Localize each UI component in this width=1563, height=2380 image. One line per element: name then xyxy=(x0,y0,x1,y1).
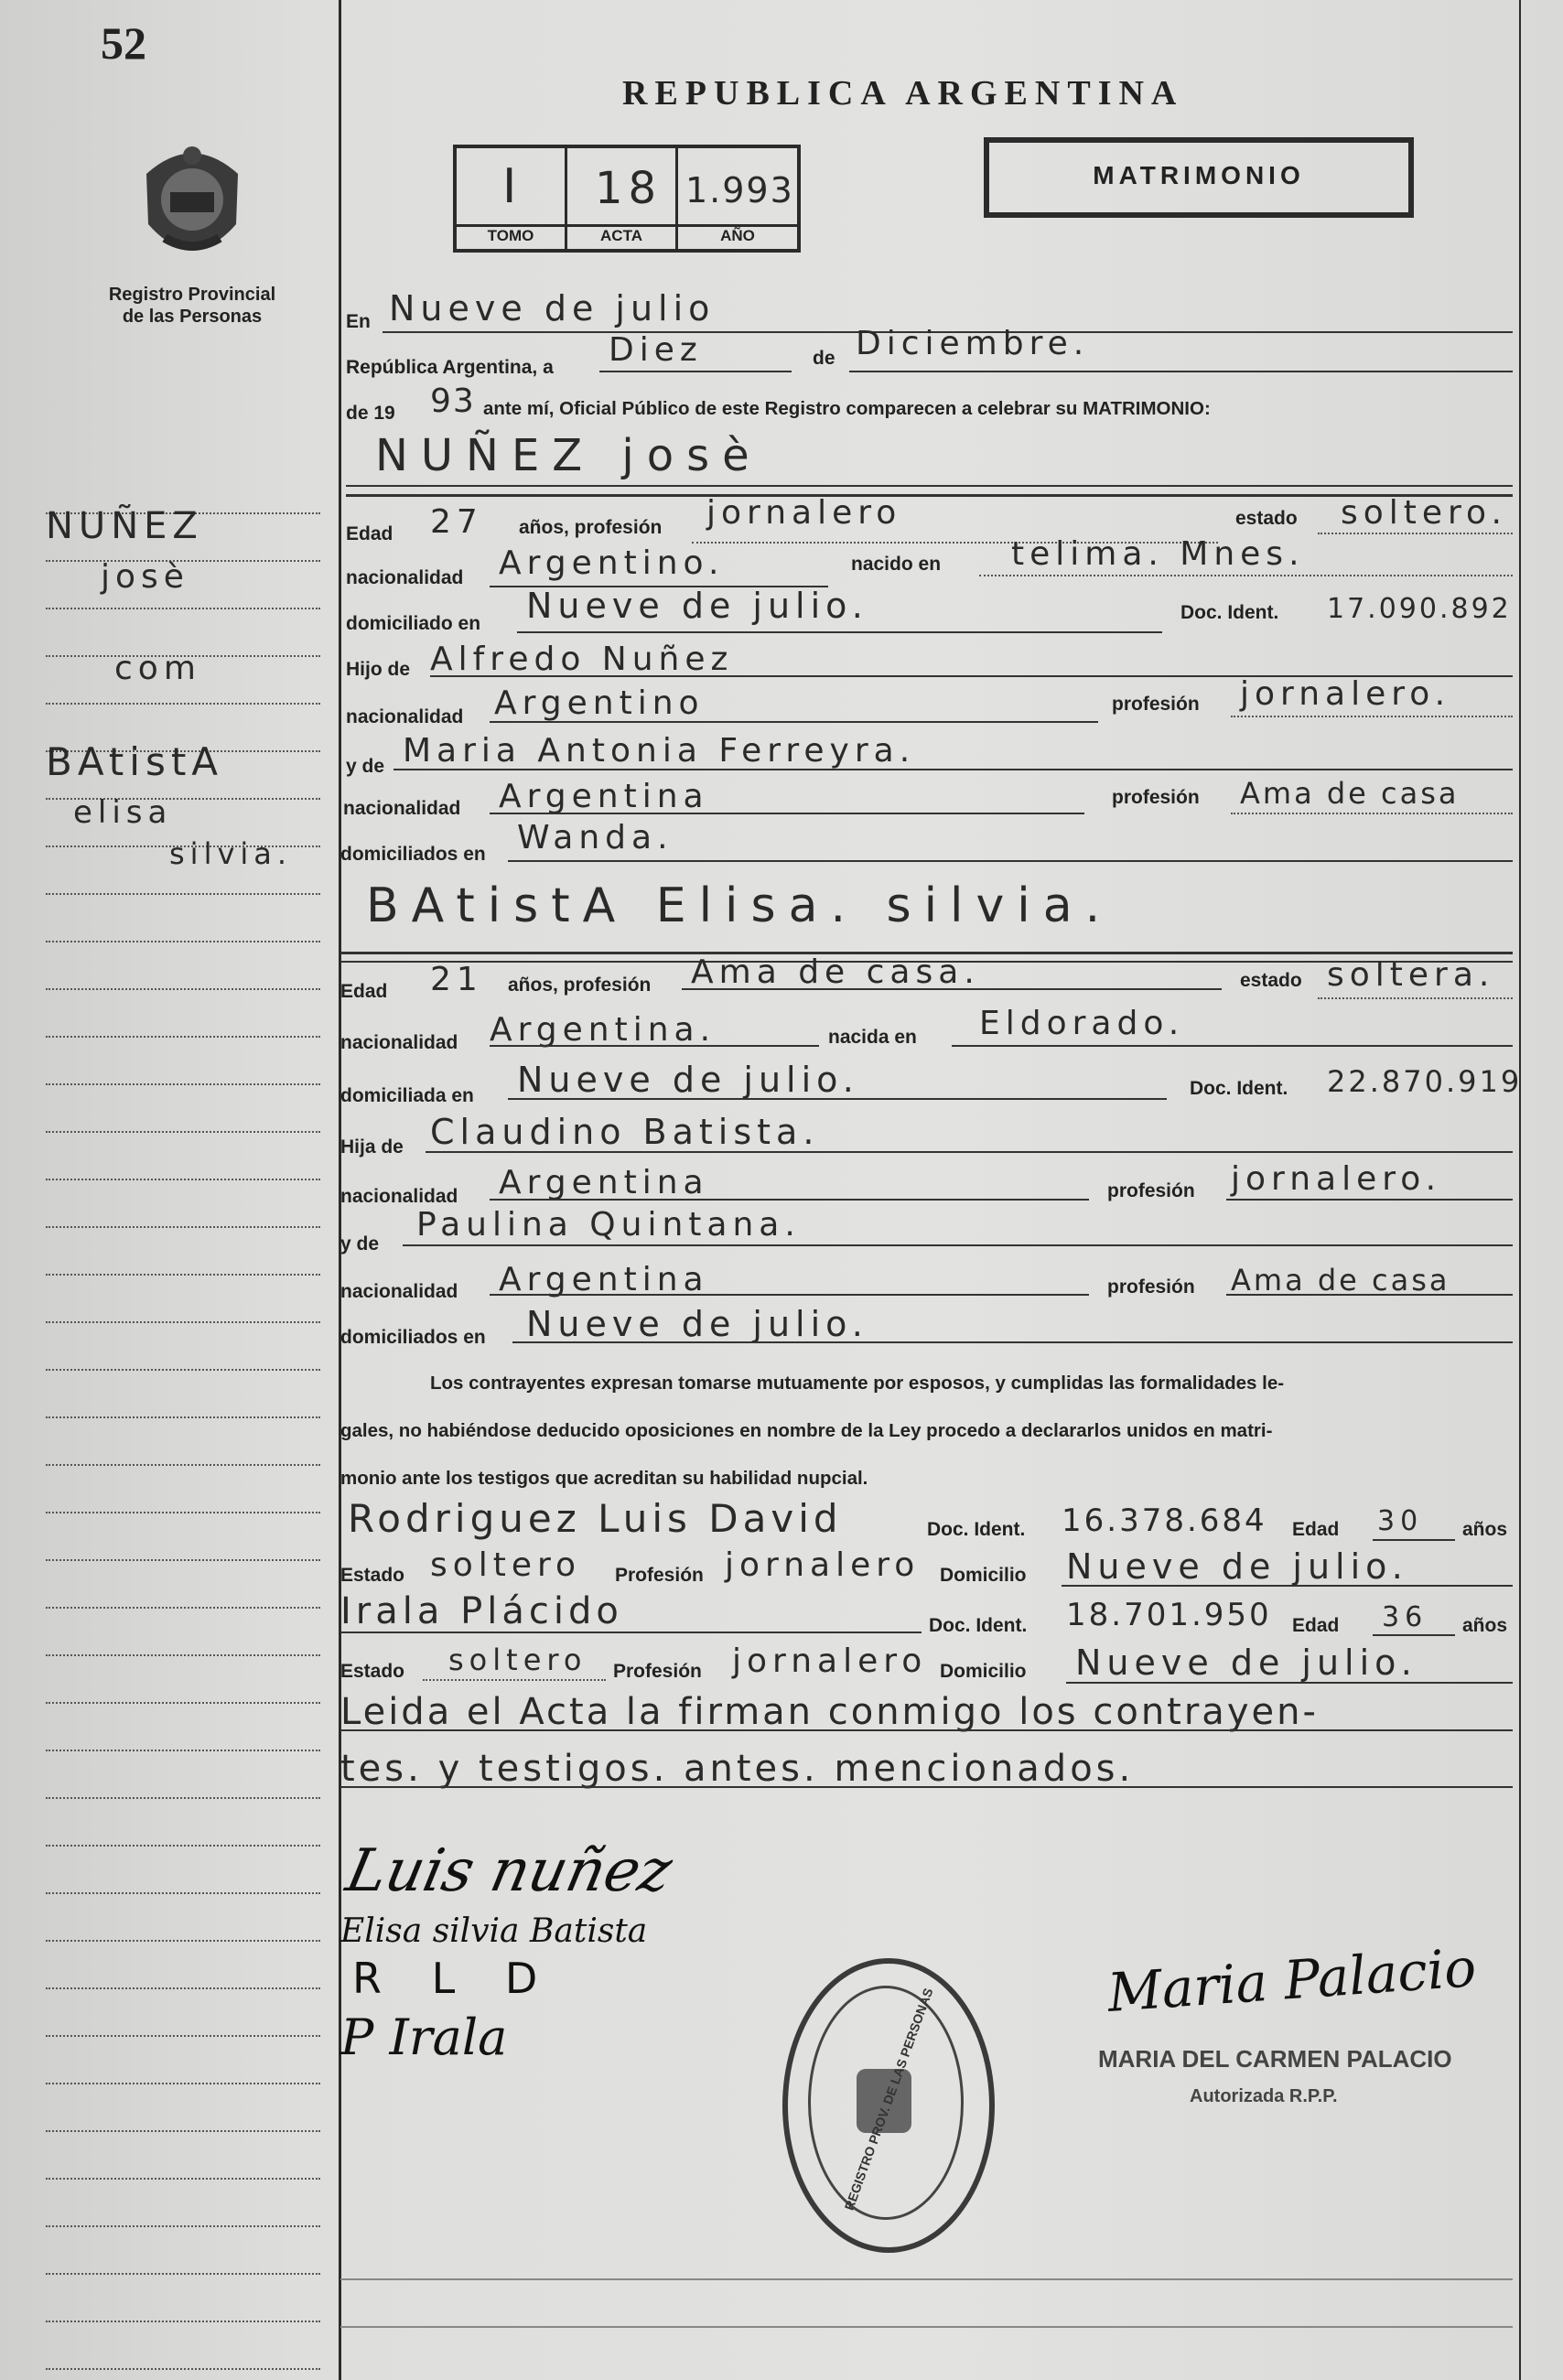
margin-rule-line xyxy=(46,988,320,990)
record-type-box xyxy=(984,137,1414,218)
bride-doc-label: Doc. Ident. xyxy=(1190,1078,1288,1099)
groom-estado-label: estado xyxy=(1235,508,1298,529)
coat-of-arms-emblem xyxy=(128,137,256,275)
margin-rule-line xyxy=(46,2035,320,2037)
witness1-profesion-label: Profesión xyxy=(615,1565,704,1586)
official-name: MARIA DEL CARMEN PALACIO xyxy=(1098,2045,1452,2073)
closing-line2: tes. y testigos. antes. mencionados. xyxy=(340,1748,1135,1790)
signature-groom: Luis nuñez xyxy=(340,1837,678,1905)
witness2-doc-label: Doc. Ident. xyxy=(929,1615,1028,1636)
groom-padre: Alfredo Nuñez xyxy=(430,641,734,678)
signature-witness1: R L D xyxy=(352,1954,556,2003)
bride-hija-label: Hija de xyxy=(340,1136,404,1158)
month-de-label: de xyxy=(813,348,835,369)
year-value: 93 xyxy=(430,382,476,420)
witness2-edad-label: Edad xyxy=(1292,1615,1340,1636)
groom-madre-nac-label: nacionalidad xyxy=(343,798,461,819)
bride-madre-nac: Argentina xyxy=(499,1261,709,1298)
record-number-box xyxy=(453,145,801,253)
margin-rule-line xyxy=(46,1845,320,1847)
groom-domiciliados-label: domiciliados en xyxy=(340,844,486,865)
official-title: Autorizada R.P.P. xyxy=(1190,2086,1338,2106)
margin-rule-line xyxy=(46,2321,320,2322)
margin-rule-line xyxy=(46,1131,320,1133)
bride-y-de-label: y de xyxy=(340,1233,380,1255)
groom-edad-label: Edad xyxy=(346,523,393,544)
margin-note-line1: NUÑEZ xyxy=(46,505,203,547)
margin-rule-line xyxy=(46,1083,320,1085)
witness1-anos-label: años xyxy=(1462,1519,1508,1540)
body-rule-line xyxy=(340,2326,1513,2328)
month-value: Diciembre. xyxy=(856,325,1090,362)
groom-profesion: jornalero xyxy=(706,494,902,532)
tomo-label: TOMO xyxy=(457,224,565,249)
margin-rule-line xyxy=(46,1559,320,1561)
day-value: Diez xyxy=(609,331,703,369)
margin-rule-line xyxy=(46,1416,320,1418)
bride-nacida-label: nacida en xyxy=(828,1027,917,1048)
margin-rule-line xyxy=(46,1750,320,1751)
groom-nacido: telima. Mnes. xyxy=(1011,535,1305,573)
margin-rule-line xyxy=(46,1987,320,1989)
groom-nacionalidad-label: nacionalidad xyxy=(346,567,464,588)
bride-domiciliados: Nueve de julio. xyxy=(526,1304,868,1344)
bride-madre-nac-label: nacionalidad xyxy=(340,1281,458,1302)
acta-value: 18 xyxy=(595,163,663,214)
republica-label: República Argentina, a xyxy=(346,357,554,378)
bride-padre-prof-label: profesión xyxy=(1107,1180,1195,1201)
groom-anos-profesion-label: años, profesión xyxy=(519,517,663,538)
groom-madre-prof-label: profesión xyxy=(1112,787,1200,808)
declaration-line3: monio ante los testigos que acreditan su habilidad nupcial. xyxy=(340,1468,868,1489)
margin-rule-line xyxy=(46,1464,320,1466)
record-type-label: MATRIMONIO xyxy=(1093,161,1305,189)
margin-rule-line xyxy=(46,1321,320,1323)
bride-nacionalidad-label: nacionalidad xyxy=(340,1032,458,1053)
closing-line1: Leida el Acta la firman conmigo los contrayen- xyxy=(340,1691,1319,1733)
margin-rule-line xyxy=(46,1036,320,1038)
witness2-estado: soltero xyxy=(448,1642,587,1677)
margin-rule-line xyxy=(46,1274,320,1276)
bride-edad: 21 xyxy=(430,961,483,998)
declaration-line2: gales, no habiéndose deducido oposiciones en nombre de la Ley procedo a declararlos unidos en matri- xyxy=(340,1420,1273,1441)
margin-rule-line xyxy=(46,1226,320,1228)
tomo-cell xyxy=(457,148,567,249)
page-number: 52 xyxy=(101,17,146,69)
groom-padre-prof: jornalero. xyxy=(1240,675,1451,713)
margin-rule-line xyxy=(46,2083,320,2084)
margin-rule-line xyxy=(46,941,320,942)
margin-rule-line xyxy=(46,1940,320,1942)
margin-rule-line xyxy=(46,1702,320,1704)
groom-hijo-label: Hijo de xyxy=(346,659,411,680)
margin-note-line2: josè xyxy=(101,558,189,596)
bride-padre-prof: jornalero. xyxy=(1231,1160,1442,1198)
margin-rule-line xyxy=(46,1512,320,1513)
bride-estado-label: estado xyxy=(1240,970,1302,991)
margin-rule-line xyxy=(46,1892,320,1894)
signature-bride: Elisa silvia Batista xyxy=(340,1912,648,1950)
bride-domicilio-label: domiciliada en xyxy=(340,1085,474,1106)
margin-rule-line xyxy=(46,2273,320,2275)
en-value: Nueve de julio xyxy=(389,288,716,328)
bride-domicilio: Nueve de julio. xyxy=(517,1060,859,1100)
margin-rule-right xyxy=(1519,0,1521,2380)
bride-edad-label: Edad xyxy=(340,981,388,1002)
bride-doc: 22.870.919 xyxy=(1327,1064,1523,1099)
seal-text: REGISTRO PROV. DE LAS PERSONAS xyxy=(841,1986,936,2213)
witness2-estado-label: Estado xyxy=(340,1661,405,1682)
groom-padre-nac: Argentino xyxy=(494,684,705,722)
witness2-doc: 18.701.950 xyxy=(1066,1597,1272,1633)
acta-cell xyxy=(567,148,678,249)
groom-domiciliados: Wanda. xyxy=(517,819,674,856)
groom-doc-label: Doc. Ident. xyxy=(1180,602,1279,623)
witness2-profesion-label: Profesión xyxy=(613,1661,702,1682)
witness1-doc: 16.378.684 xyxy=(1062,1502,1267,1539)
bride-estado: soltera. xyxy=(1327,956,1495,994)
witness2-domicilio-label: Domicilio xyxy=(940,1661,1027,1682)
declaration-line1: Los contrayentes expresan tomarse mutuamente por esposos, y cumplidas las formalidades le- xyxy=(430,1373,1285,1394)
margin-note-line5: elisa xyxy=(73,794,173,831)
margin-note-line3: com xyxy=(114,650,201,687)
bride-nacionalidad: Argentina. xyxy=(490,1011,717,1049)
ano-cell xyxy=(678,148,797,249)
groom-madre: Maria Antonia Ferreyra. xyxy=(403,732,916,770)
bride-profesion: Ama de casa. xyxy=(691,953,980,991)
groom-edad: 27 xyxy=(430,503,483,541)
witness1-estado: soltero xyxy=(430,1546,582,1584)
bride-madre: Paulina Quintana. xyxy=(416,1206,801,1244)
margin-rule-line xyxy=(46,2225,320,2227)
witness1-profesion: jornalero xyxy=(725,1546,921,1584)
bride-padre-nac-label: nacionalidad xyxy=(340,1186,458,1207)
year-prefix: de 19 xyxy=(346,403,395,424)
signature-witness2: P Irala xyxy=(340,2008,508,2066)
margin-rule-line xyxy=(46,1369,320,1371)
groom-madre-nac: Argentina xyxy=(499,778,709,815)
groom-nacionalidad: Argentino. xyxy=(499,544,725,582)
groom-nacido-label: nacido en xyxy=(851,554,942,575)
witness1-edad: 30 xyxy=(1377,1505,1424,1537)
margin-rule-line xyxy=(46,2178,320,2180)
groom-madre-prof: Ama de casa xyxy=(1240,776,1460,811)
ano-label: AÑO xyxy=(678,224,797,249)
groom-name: NUÑEZ josè xyxy=(375,430,762,481)
margin-note-line6: silvia. xyxy=(169,836,293,871)
witness2-name: Irala Plácido xyxy=(340,1590,623,1632)
groom-doc: 17.090.892 xyxy=(1327,593,1512,625)
ano-value: 1.993 xyxy=(685,170,794,210)
witness2-edad: 36 xyxy=(1382,1601,1428,1633)
registry-name xyxy=(82,284,302,328)
witness1-domicilio-label: Domicilio xyxy=(940,1565,1027,1586)
witness1-doc-label: Doc. Ident. xyxy=(927,1519,1026,1540)
groom-y-de-label: y de xyxy=(346,756,385,777)
bride-nacida: Eldorado. xyxy=(979,1005,1185,1042)
margin-rule-line xyxy=(46,1654,320,1656)
witness1-domicilio: Nueve de julio. xyxy=(1066,1546,1408,1587)
margin-rule-line xyxy=(46,2368,320,2370)
registry-name-line1: Registro Provincial xyxy=(108,285,276,305)
witness1-edad-label: Edad xyxy=(1292,1519,1340,1540)
bride-padre: Claudino Batista. xyxy=(430,1112,820,1152)
margin-rule-line xyxy=(46,1797,320,1799)
margin-rule-line xyxy=(46,703,320,705)
bride-madre-prof: Ama de casa xyxy=(1231,1263,1450,1298)
groom-padre-nac-label: nacionalidad xyxy=(346,706,464,727)
margin-note-line4: BAtistA xyxy=(46,739,224,784)
groom-estado: soltero. xyxy=(1341,494,1507,532)
witness2-anos-label: años xyxy=(1462,1615,1508,1636)
witness1-name: Rodriguez Luis David xyxy=(348,1496,843,1541)
margin-rule-line xyxy=(46,608,320,609)
groom-domicilio-label: domiciliado en xyxy=(346,613,481,634)
bride-padre-nac: Argentina xyxy=(499,1164,709,1201)
official-seal xyxy=(782,1958,995,2253)
margin-rule-line xyxy=(46,893,320,895)
groom-domicilio: Nueve de julio. xyxy=(526,586,868,626)
body-rule-line xyxy=(340,2278,1513,2280)
bride-madre-prof-label: profesión xyxy=(1107,1276,1195,1298)
bride-name: BAtistA Elisa. silvia. xyxy=(366,878,1114,933)
margin-rule-line xyxy=(46,2130,320,2132)
groom-padre-prof-label: profesión xyxy=(1112,694,1200,715)
registry-name-line2: de las Personas xyxy=(122,307,263,327)
intro-text: ante mí, Oficial Público de este Registro comparecen a celebrar su MATRIMONIO: xyxy=(483,398,1211,419)
margin-rule-line xyxy=(46,1179,320,1180)
country-title: REPUBLICA ARGENTINA xyxy=(622,74,1184,113)
bride-domiciliados-label: domiciliados en xyxy=(340,1327,486,1348)
bride-anos-profesion-label: años, profesión xyxy=(508,975,652,996)
acta-label: ACTA xyxy=(567,224,675,249)
margin-rule-line xyxy=(46,1607,320,1609)
witness2-domicilio: Nueve de julio. xyxy=(1075,1642,1417,1683)
en-label: En xyxy=(346,311,371,332)
witness2-profesion: jornalero xyxy=(732,1642,928,1680)
official-signature: Maria Palacio xyxy=(1105,1936,1479,2024)
tomo-value: I xyxy=(502,159,523,214)
witness1-estado-label: Estado xyxy=(340,1565,405,1586)
